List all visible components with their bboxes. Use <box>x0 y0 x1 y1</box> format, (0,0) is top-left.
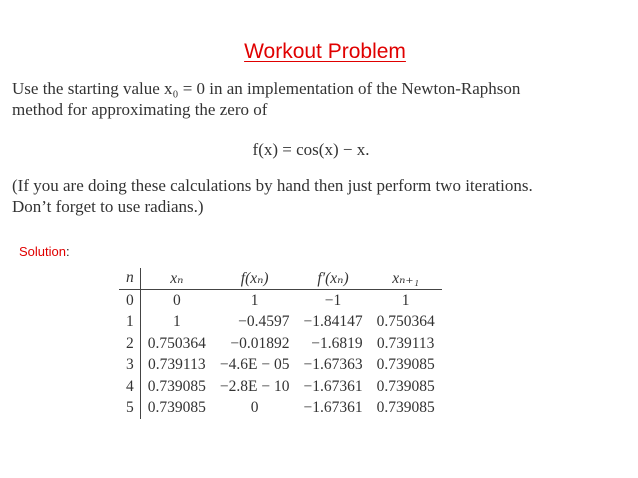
header-n: n <box>119 268 140 290</box>
solution-colon: : <box>65 244 70 259</box>
note-line-1: (If you are doing these calculations by hand then just perform two iterations. <box>12 176 533 195</box>
cell-xn: 0.739085 <box>147 377 206 395</box>
cell-fprime: −1.67363 <box>303 356 363 374</box>
problem-line-1: Use the starting value x₀ = 0 in an implementation of the Newton-Raphson <box>12 79 521 98</box>
cell-fprime: −1.67361 <box>303 377 363 395</box>
cell-fxn: −4.6E − 05 <box>219 356 290 374</box>
problem-line-2: method for approximating the zero of <box>12 100 268 119</box>
iteration-table <box>119 268 442 419</box>
table-header-row <box>119 268 442 290</box>
cell-n: 5 <box>119 398 140 420</box>
header-fprime-xn: f′(xₙ) <box>296 268 369 290</box>
cell-xnext: 0.739113 <box>376 334 435 352</box>
cell-fprime: −1.67361 <box>303 399 363 417</box>
cell-xn: 0 <box>172 291 181 309</box>
table-row <box>119 312 442 334</box>
table-row <box>119 355 442 377</box>
cell-xnext: 0.739085 <box>376 377 435 395</box>
solution-label: Solution <box>19 244 66 259</box>
header-xn: xₙ <box>140 268 213 290</box>
table-row <box>119 398 442 420</box>
cell-fxn: 0 <box>250 399 259 417</box>
cell-fxn: −0.4597 <box>238 313 290 331</box>
note-line-2: Don’t forget to use radians.) <box>12 197 204 216</box>
cell-xnext: 0.739085 <box>376 356 435 374</box>
page-title: Workout Problem <box>244 40 406 63</box>
equation: f(x) = cos(x) − x. <box>252 140 370 159</box>
cell-xn: 0.739085 <box>147 399 206 417</box>
cell-xn: 0.739113 <box>148 356 206 374</box>
problem-statement <box>12 78 622 120</box>
cell-xn: 1 <box>172 313 181 331</box>
cell-fprime: −1.84147 <box>303 313 363 331</box>
cell-fprime: −1.6819 <box>311 334 363 352</box>
solution-heading <box>19 244 70 259</box>
table-row <box>119 290 442 312</box>
cell-n: 0 <box>119 290 140 312</box>
problem-note <box>12 175 622 217</box>
table-row <box>119 333 442 355</box>
cell-xn: 0.750364 <box>147 334 206 352</box>
cell-xnext: 0.750364 <box>376 313 435 331</box>
cell-n: 3 <box>119 355 140 377</box>
cell-xnext: 1 <box>401 291 410 309</box>
cell-n: 1 <box>119 312 140 334</box>
cell-n: 2 <box>119 333 140 355</box>
cell-fxn: 1 <box>250 291 259 309</box>
header-xn-plus-1: xₙ₊₁ <box>370 268 442 290</box>
cell-xnext: 0.739085 <box>376 399 435 417</box>
header-fxn: f(xₙ) <box>213 268 297 290</box>
table-row <box>119 376 442 398</box>
cell-fxn: −2.8E − 10 <box>219 377 290 395</box>
cell-fxn: −0.01892 <box>230 334 290 352</box>
cell-fprime: −1 <box>324 291 342 309</box>
cell-n: 4 <box>119 376 140 398</box>
